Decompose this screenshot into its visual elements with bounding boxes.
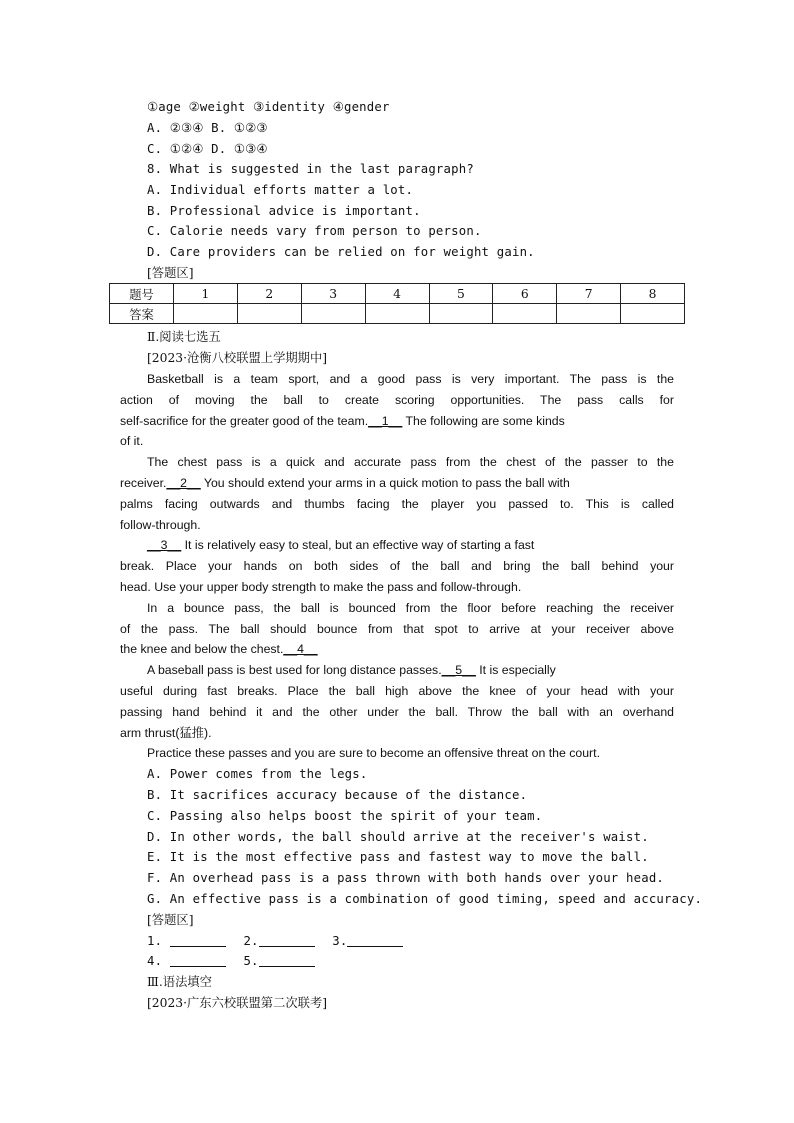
- q8-option-b: B. Professional advice is important.: [147, 204, 421, 218]
- answer-area-label-2: [答题区]: [147, 913, 194, 927]
- q8-option-c: C. Calorie needs vary from person to person.: [147, 224, 482, 238]
- passage-line: The chest pass is a quick and accurate pass from the chest of the passer to the: [147, 455, 674, 469]
- answer-cell[interactable]: [237, 304, 301, 324]
- blank-5: __5__: [441, 663, 476, 677]
- option-c: C. Passing also helps boost the spirit of your team.: [147, 809, 543, 823]
- answer-area-label: [答题区]: [147, 266, 194, 280]
- blank-2: __2__: [166, 476, 201, 490]
- q8-option-d: D. Care providers can be relied on for weight gain.: [147, 245, 535, 259]
- passage-line: Basketball is a team sport, and a good pass is very important. The pass is the: [147, 372, 674, 386]
- q7-options: ①age ②weight ③identity ④gender: [147, 100, 390, 114]
- answer-blank-4[interactable]: [170, 953, 226, 967]
- table-cell: 6: [493, 284, 557, 304]
- table-cell: 7: [557, 284, 621, 304]
- passage-line: action of moving the ball to create scoring opportunities. The pass calls for: [120, 393, 674, 407]
- table-row: [110, 304, 685, 324]
- passage-line: In a bounce pass, the ball is bounced from the floor before reaching the receiver: [147, 601, 674, 615]
- option-e: E. It is the most effective pass and fastest way to move the ball.: [147, 850, 649, 864]
- table-cell: 2: [237, 284, 301, 304]
- answer-cell[interactable]: [174, 304, 238, 324]
- section2-source: [2023·沧衡八校联盟上学期期中]: [147, 351, 328, 365]
- table-cell: 3: [301, 284, 365, 304]
- option-d: D. In other words, the ball should arrive at the receiver's waist.: [147, 830, 649, 844]
- passage-line: head. Use your upper body strength to make the pass and follow-through.: [120, 580, 522, 594]
- table-row: [110, 284, 685, 304]
- answer-blanks-row-1: 1. 2. 3.: [147, 931, 413, 952]
- option-g: G. An effective pass is a combination of good timing, speed and accuracy.: [147, 892, 703, 906]
- q7-choices-cd: C. ①②④ D. ①③④: [147, 142, 268, 156]
- answer-blank-5[interactable]: [259, 953, 315, 967]
- passage-line: Practice these passes and you are sure to become an offensive threat on the court.: [147, 746, 600, 760]
- passage-line: palms facing outwards and thumbs facing the player you passed to. This is called: [120, 497, 674, 511]
- passage-line: useful during fast breaks. Place the ball high above the knee of your head with your: [120, 684, 674, 698]
- blank-4: __4__: [283, 642, 318, 656]
- answer-cell[interactable]: [621, 304, 685, 324]
- passage-line: of it.: [120, 434, 144, 448]
- passage-line: break. Place your hands on both sides of the ball and bring the ball behind your: [120, 559, 674, 573]
- section3-title: Ⅲ.语法填空: [147, 975, 212, 989]
- option-b: B. It sacrifices accuracy because of the distance.: [147, 788, 528, 802]
- q7-choices-ab: A. ②③④ B. ①②③: [147, 121, 268, 135]
- passage-line: arm thrust(猛推).: [120, 726, 212, 740]
- option-a: A. Power comes from the legs.: [147, 767, 368, 781]
- answer-blank-3[interactable]: [347, 933, 403, 947]
- answer-cell[interactable]: [365, 304, 429, 324]
- passage-line: follow-through.: [120, 518, 201, 532]
- passage-line: receiver.__2__ You should extend your arms in a quick motion to pass the ball with: [120, 476, 570, 490]
- answer-table: [109, 283, 685, 324]
- table-cell: 1: [174, 284, 238, 304]
- passage-line: of the pass. The ball should bounce from that spot to arrive at your receiver above: [120, 622, 674, 636]
- answer-cell[interactable]: [557, 304, 621, 324]
- answer-blank-1[interactable]: [170, 933, 226, 947]
- table-cell: 8: [621, 284, 685, 304]
- passage-line: self-sacrifice for the greater good of the team.__1__ The following are some kinds: [120, 414, 565, 428]
- table-header-number: 题号: [110, 284, 174, 304]
- option-f: F. An overhead pass is a pass thrown with both hands over your head.: [147, 871, 665, 885]
- passage-line: the knee and below the chest.__4__: [120, 642, 318, 656]
- table-header-answer: 答案: [110, 304, 174, 324]
- table-cell: 4: [365, 284, 429, 304]
- answer-cell[interactable]: [429, 304, 493, 324]
- section2-title: Ⅱ.阅读七选五: [147, 330, 221, 344]
- passage-line: A baseball pass is best used for long distance passes.__5__ It is especially: [147, 663, 556, 677]
- answer-blank-2[interactable]: [259, 933, 315, 947]
- section3-source: [2023·广东六校联盟第二次联考]: [147, 996, 328, 1010]
- passage-line: __3__ It is relatively easy to steal, but an effective way of starting a fast: [147, 538, 535, 552]
- answer-cell[interactable]: [493, 304, 557, 324]
- q8-question: 8. What is suggested in the last paragraph?: [147, 162, 474, 176]
- table-cell: 5: [429, 284, 493, 304]
- blank-3: __3__: [147, 538, 182, 552]
- q8-option-a: A. Individual efforts matter a lot.: [147, 183, 414, 197]
- passage-line: passing hand behind it and the other under the ball. Throw the ball with an overhand: [120, 705, 674, 719]
- answer-blanks-row-2: 4. 5.: [147, 951, 325, 972]
- blank-1: __1__: [368, 414, 403, 428]
- answer-cell[interactable]: [301, 304, 365, 324]
